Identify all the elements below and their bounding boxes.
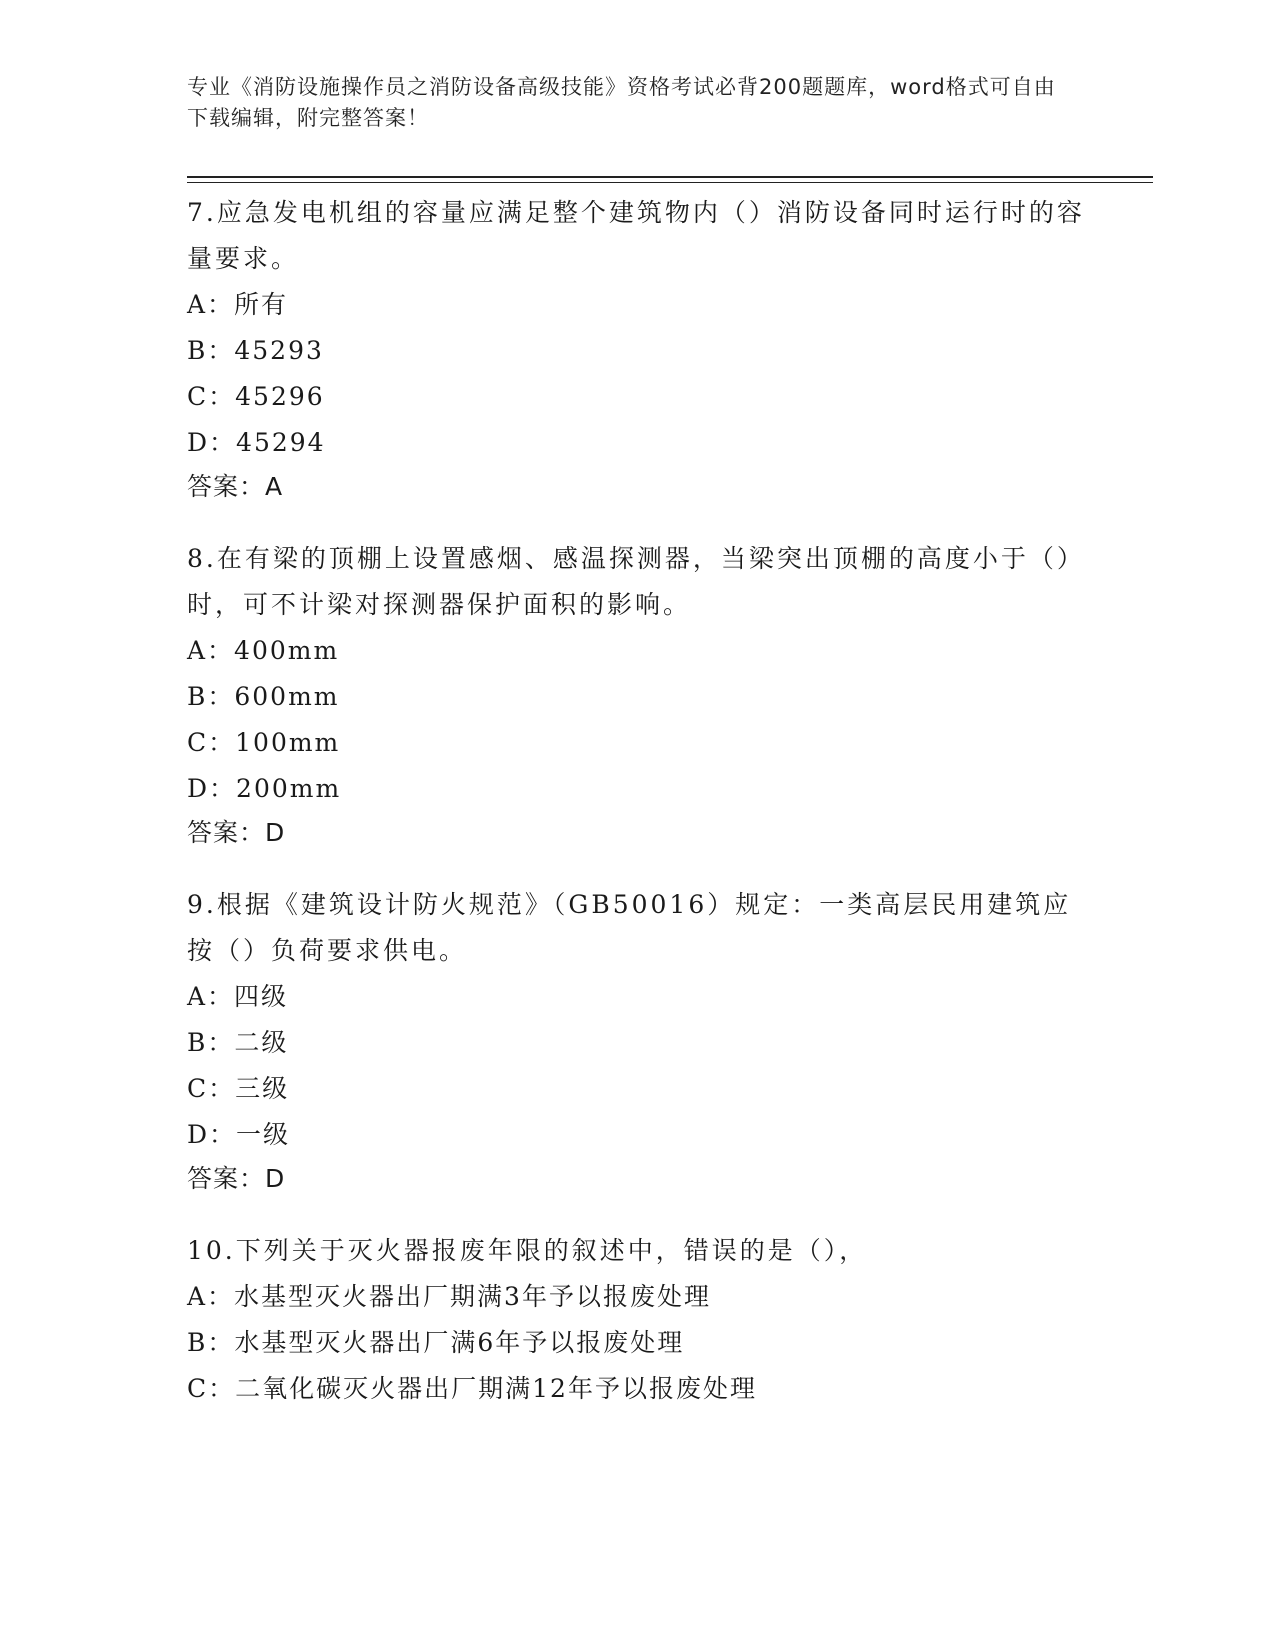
option-c: C：三级 [187,1074,290,1103]
question-text: 10.下列关于灭火器报废年限的叙述中，错误的是（）， [187,1236,868,1265]
question-7 [187,190,1087,508]
answer: 答案：D [187,1164,286,1193]
option-a: A：400mm [187,636,340,665]
option-a: A：四级 [187,982,289,1011]
answer: 答案：D [187,818,286,847]
question-text: 9.根据《建筑设计防火规范》（GB50016）规定：一类高层民用建筑应按（）负荷要求供电。 [187,890,1072,965]
header-divider-thin [187,182,1153,183]
header-divider-thick [187,176,1153,178]
option-c: C：二氧化碳灭火器出厂期满12年予以报废处理 [187,1374,757,1403]
option-c: C：100mm [187,728,341,757]
option-b: B：600mm [187,682,340,711]
document-header: 专业《消防设施操作员之消防设备高级技能》资格考试必背200题题库，word格式可自由下载编辑，附完整答案！ [187,75,1056,130]
option-b: B：水基型灭火器出厂满6年予以报废处理 [187,1328,685,1357]
question-8 [187,536,1087,854]
question-9 [187,882,1087,1200]
question-text: 7.应急发电机组的容量应满足整个建筑物内（）消防设备同时运行时的容量要求。 [187,198,1085,273]
option-c: C：45296 [187,382,325,411]
option-a: A：水基型灭火器出厂期满3年予以报废处理 [187,1282,711,1311]
answer: 答案：A [187,472,284,501]
option-a: A：所有 [187,290,289,319]
option-d: D：200mm [187,774,342,803]
question-10 [187,1228,1087,1412]
question-text: 8.在有梁的顶棚上设置感烟、感温探测器，当梁突出顶棚的高度小于（）时，可不计梁对探测器保护面积的影响。 [187,544,1085,619]
option-d: D：一级 [187,1120,291,1149]
question-list [187,190,1087,1440]
option-b: B：二级 [187,1028,289,1057]
option-d: D：45294 [187,428,326,457]
option-b: B：45293 [187,336,324,365]
